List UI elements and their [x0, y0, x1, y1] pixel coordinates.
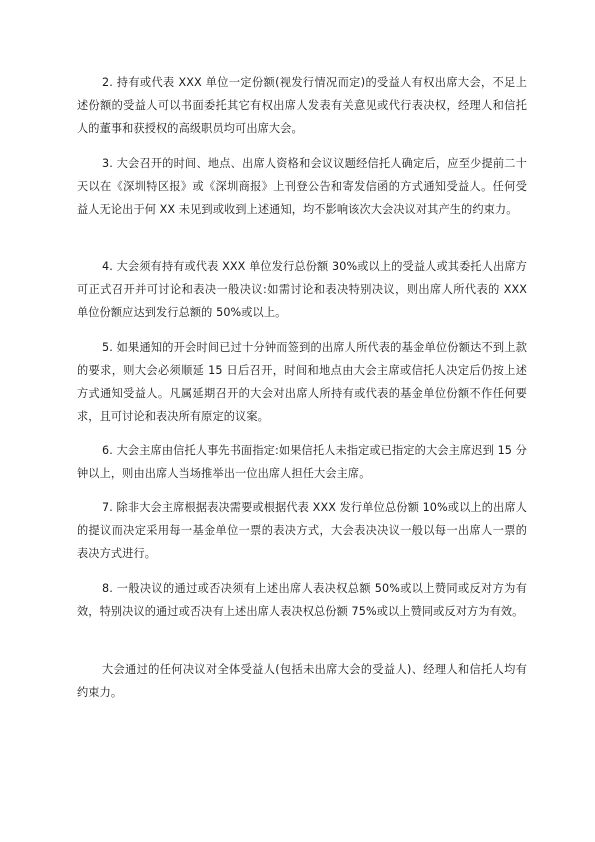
paragraph-resolution-thresholds: 8. 一般决议的通过或否决须有上述出席人表决权总额 50%或以上赞同或反对方为有效，特别决议的通过或否决有上述出席人表决权总份额 75%或以上赞同或反对方为有效。 — [77, 582, 527, 618]
paragraph-attendance-rights: 2. 持有或代表 XXX 单位一定份额(视发行情况而定)的受益人有权出席大会，不足上述份额的受益人可以书面委托其它有权出席人发表有关意见或代行表决权，经理人和信托人的董事和获授权的高级职员均可出席大会。 — [77, 76, 527, 135]
paragraph-voting-method: 7. 除非大会主席根据表决需要或根据代表 XXX 发行单位总份额 10%或以上的出席人的提议而决定采用每一基金单位一票的表决方式，大会表决决议一般以每一出席人一票的表决方式进行。 — [77, 501, 527, 560]
paragraph-meeting-notice: 3. 大会召开的时间、地点、出席人资格和会议议题经信托人确定后，应至少提前二十天以在《深圳特区报》或《深圳商报》上刊登公告和寄发信函的方式通知受益人。任何受益人无论出于何 XX 未见到或收到上述通知，均不影响该次大会决议对其产生的约束力。 — [77, 157, 527, 216]
paragraph-chairman: 6. 大会主席由信托人事先书面指定:如果信托人未指定或已指定的大会主席迟到 15 分钟以上，则由出席人当场推举出一位出席人担任大会主席。 — [77, 444, 527, 480]
paragraph-quorum: 4. 大会须有持有或代表 XXX 单位发行总份额 30%或以上的受益人或其委托人出席方可正式召开并可讨论和表决一般决议:如需讨论和表决特别决议，则出席人所代表的 XXX 单位份额应达到发行总额的 50%或以上。 — [77, 260, 527, 319]
paragraph-postponement: 5. 如果通知的开会时间已过十分钟而签到的出席人所代表的基金单位份额达不到上款的要求，则大会必须顺延 15 日后召开，时间和地点由大会主席或信托人决定后仍按上述方式通知受益人。凡属延期召开的大会对出席人所持有或代表的基金单位份额不作任何要求，且可讨论和表决所有原定的议案。 — [77, 341, 527, 423]
paragraph-binding-effect: 大会通过的任何决议对全体受益人(包括未出席大会的受益人)、经理人和信托人均有约束力。 — [77, 663, 527, 699]
